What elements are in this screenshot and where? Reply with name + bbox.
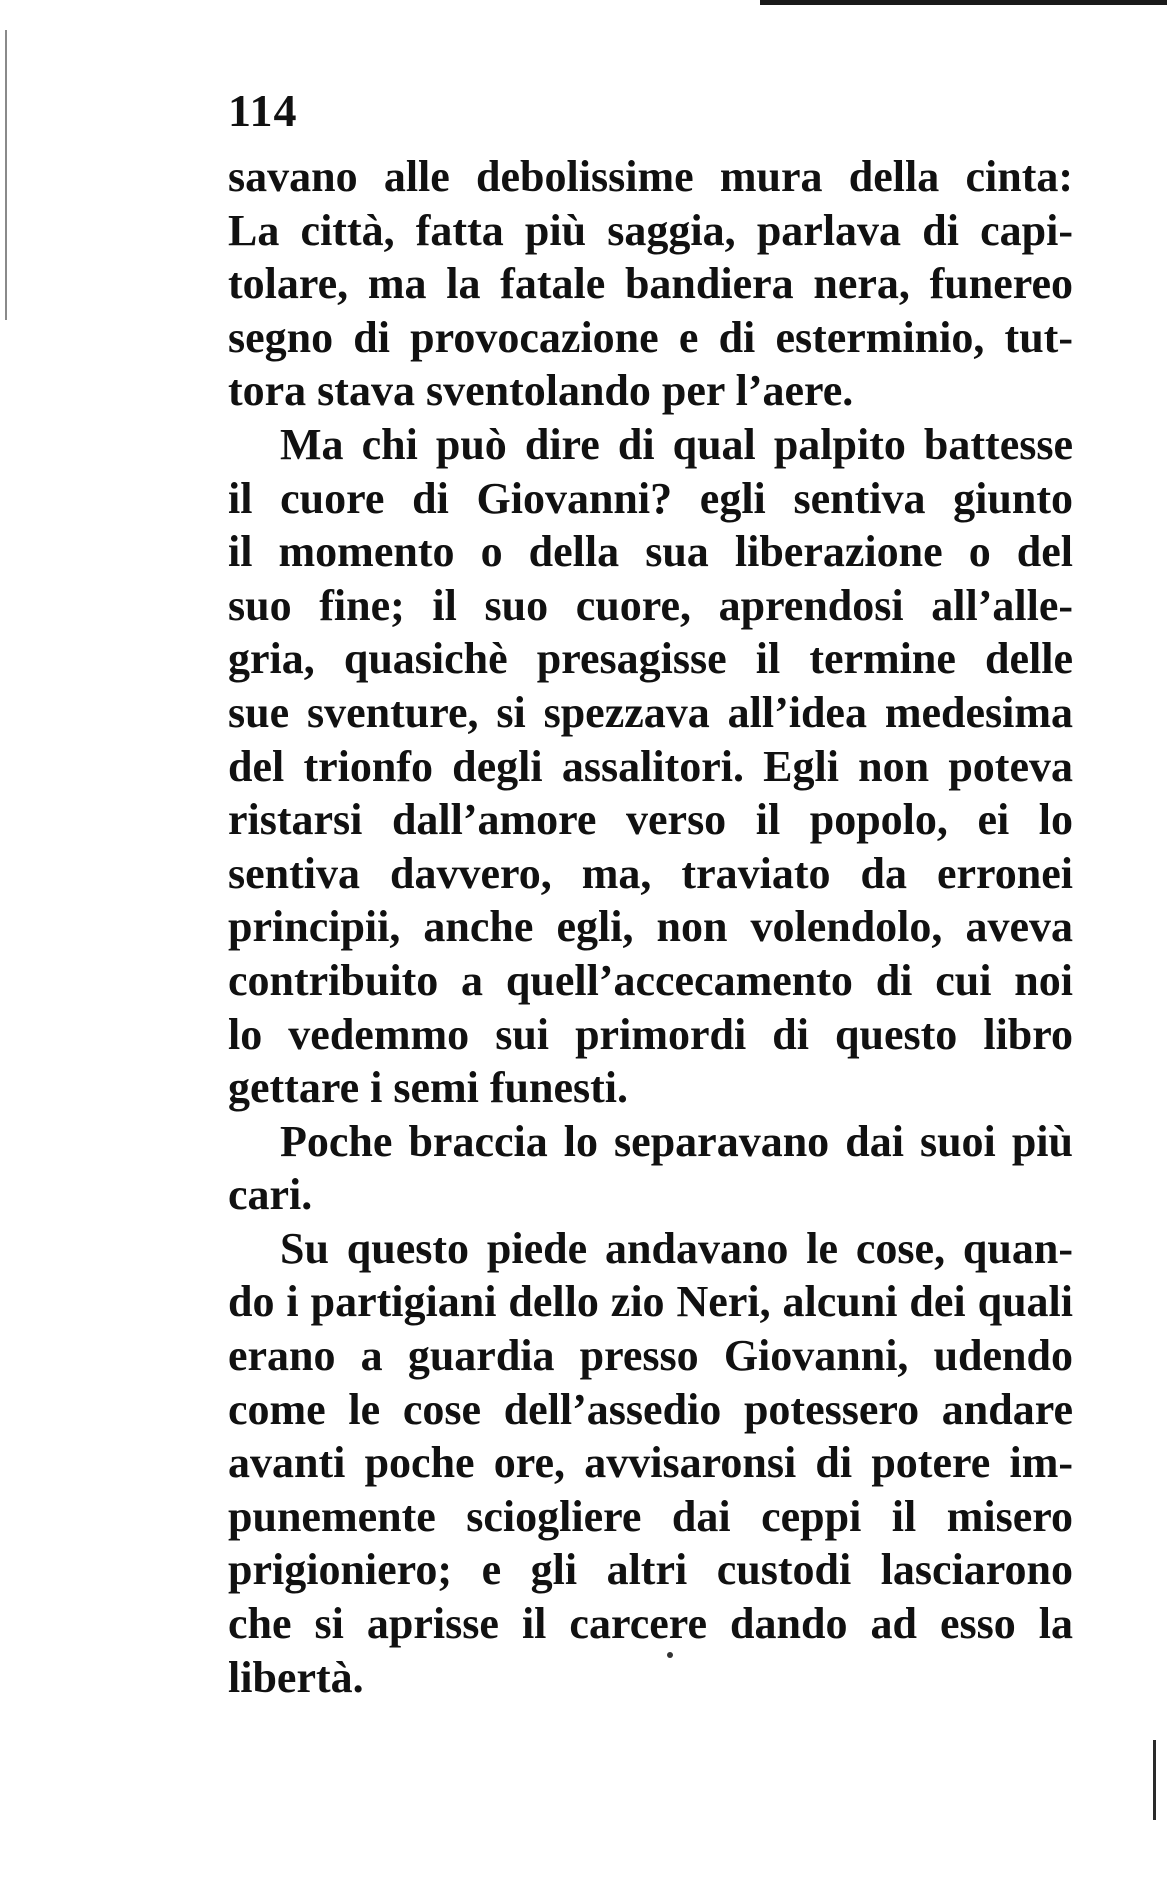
text-line	[228, 1383, 1073, 1437]
text-line	[228, 472, 1073, 526]
text-line	[228, 900, 1073, 954]
text-line-content: il momento o della sua liberazione o del	[228, 527, 1073, 577]
text-line	[228, 579, 1073, 633]
text-line-content: sentiva davvero, ma, traviato da erronei	[228, 848, 1073, 898]
text-line	[228, 1543, 1073, 1597]
text-line	[228, 1490, 1073, 1544]
text-line	[228, 150, 1073, 204]
text-line-content: Su questo piede andavano le cose, quan-	[280, 1223, 1073, 1273]
text-line-content: suo fine; il suo cuore, aprendosi all’alle-	[228, 580, 1073, 630]
text-line-content: do i partigiani dello zio Neri, alcuni dei quali	[228, 1277, 1073, 1327]
text-line	[228, 1168, 1073, 1222]
text-line-content: Poche braccia lo separavano dai suoi più	[280, 1116, 1073, 1166]
body-text	[228, 150, 1073, 1704]
text-line	[228, 740, 1073, 794]
text-line-content: segno di provocazione e di esterminio, tut-	[228, 312, 1073, 362]
scan-edge-top	[760, 0, 1167, 5]
text-line-content: del trionfo degli assalitori. Egli non poteva	[228, 741, 1073, 791]
text-line	[228, 204, 1073, 258]
text-line	[228, 1275, 1073, 1329]
text-line-content: libertà.	[228, 1652, 364, 1702]
scan-edge-left	[5, 30, 7, 320]
text-line-content: che si aprisse il carcere dando ad esso la	[228, 1599, 1073, 1649]
text-line-content: contribuito a quell’accecamento di cui noi	[228, 955, 1073, 1005]
text-line	[228, 632, 1073, 686]
text-line-content: come le cose dell’assedio potessero andare	[228, 1384, 1073, 1434]
text-line	[228, 364, 1073, 418]
text-line	[228, 525, 1073, 579]
text-line-content: lo vedemmo sui primordi di questo libro	[228, 1009, 1073, 1059]
text-line	[228, 311, 1073, 365]
text-line	[228, 1008, 1073, 1062]
text-line	[228, 257, 1073, 311]
text-line	[228, 1115, 1073, 1169]
text-line	[228, 686, 1073, 740]
text-line	[228, 1222, 1073, 1276]
text-line-content: tora stava sventolando per l’aere.	[228, 366, 854, 416]
text-line-content: sue sventure, si spezzava all’idea medesima	[228, 687, 1073, 737]
text-line	[228, 1329, 1073, 1383]
text-line-content: cari.	[228, 1170, 313, 1220]
text-line-content: gettare i semi funesti.	[228, 1063, 628, 1113]
text-line-content: erano a guardia presso Giovanni, udendo	[228, 1331, 1073, 1381]
text-line-content: principii, anche egli, non volendolo, aveva	[228, 902, 1073, 952]
text-line-content: prigioniero; e gli altri custodi lasciarono	[228, 1545, 1073, 1595]
ink-speck	[667, 1652, 673, 1658]
text-line	[228, 1061, 1073, 1115]
text-line	[228, 793, 1073, 847]
text-line-content: savano alle debolissime mura della cinta:	[228, 152, 1073, 201]
text-line-content: il cuore di Giovanni? egli sentiva giunto	[228, 473, 1073, 523]
text-line-content: tolare, ma la fatale bandiera nera, funereo	[228, 259, 1073, 309]
text-line-content: gria, quasichè presagisse il termine delle	[228, 634, 1073, 684]
text-line-content: punemente sciogliere dai ceppi il misero	[228, 1491, 1073, 1541]
scan-edge-right	[1153, 1740, 1156, 1820]
text-line	[228, 1436, 1073, 1490]
text-line	[228, 1597, 1073, 1651]
text-line-content: La città, fatta più saggia, parlava di capi-	[228, 205, 1073, 255]
text-line-content: avanti poche ore, avvisaronsi di potere im-	[228, 1438, 1073, 1488]
text-line-content: ristarsi dall’amore verso il popolo, ei lo	[228, 795, 1073, 845]
text-line-content: Ma chi può dire di qual palpito battesse	[280, 419, 1073, 469]
text-line	[228, 847, 1073, 901]
text-line	[228, 954, 1073, 1008]
page-number: 114	[228, 85, 298, 136]
text-line	[228, 418, 1073, 472]
text-line	[228, 1651, 1073, 1705]
